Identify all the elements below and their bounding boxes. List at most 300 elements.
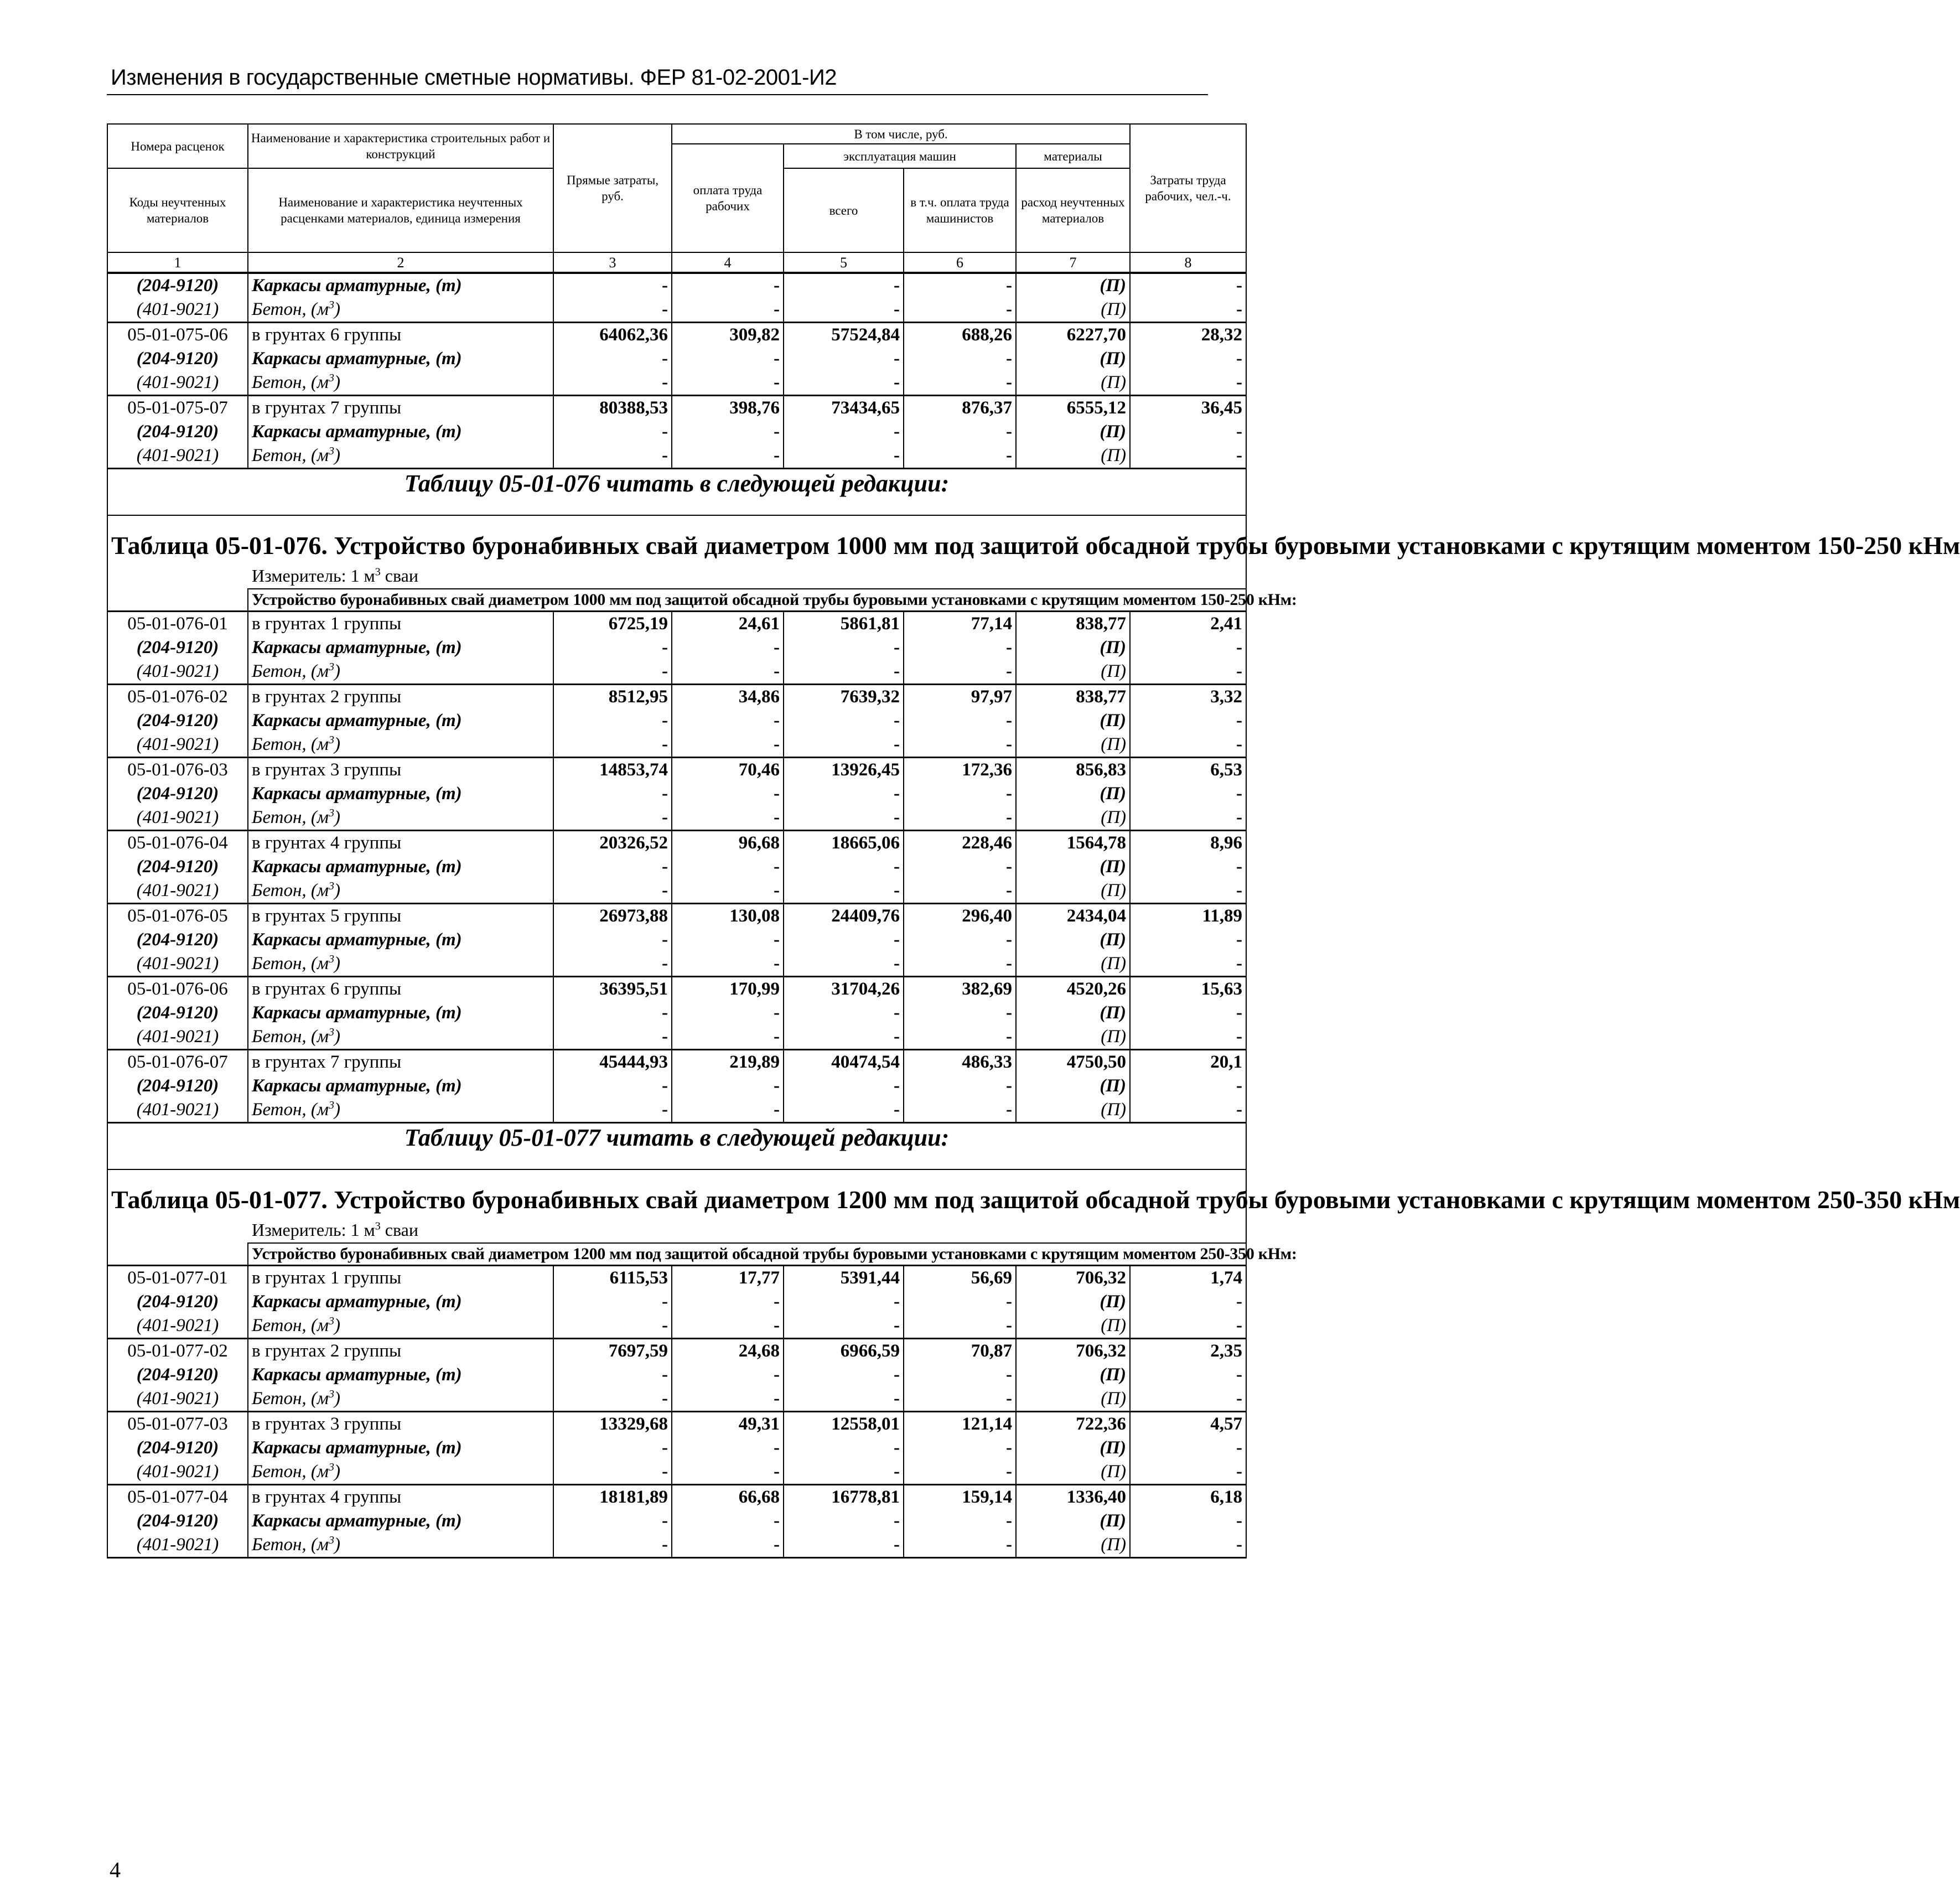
rate-row — [107, 977, 1246, 1002]
material-value: - — [553, 1533, 672, 1558]
material-value: - — [553, 782, 672, 806]
material-row — [107, 1290, 1246, 1314]
material-value: - — [1130, 371, 1246, 396]
rate-value: 722,36 — [1016, 1412, 1130, 1437]
material-value: (П) — [1016, 782, 1130, 806]
rate-value: 2,35 — [1130, 1339, 1246, 1364]
material-value: (П) — [1016, 709, 1130, 733]
table-description-row — [107, 589, 1246, 612]
material-name-text: Бетон, (м — [252, 299, 329, 319]
material-value: - — [784, 1074, 904, 1098]
material-value: - — [1130, 660, 1246, 685]
material-value: - — [784, 371, 904, 396]
rate-value: 219,89 — [672, 1050, 784, 1075]
unit-exponent: 3 — [328, 734, 334, 746]
material-code: (204-9120) — [107, 1074, 248, 1098]
material-value: - — [672, 273, 784, 298]
material-row — [107, 782, 1246, 806]
material-value: - — [904, 879, 1016, 904]
header-material-codes: Коды неучтенных материалов — [107, 168, 248, 252]
unit-exponent: 3 — [328, 807, 334, 819]
rate-value: 688,26 — [904, 323, 1016, 348]
material-code: (401-9021) — [107, 298, 248, 323]
rate-code: 05-01-076-05 — [107, 904, 248, 929]
material-value: - — [553, 733, 672, 758]
rate-code: 05-01-076-04 — [107, 831, 248, 856]
rate-value: 296,40 — [904, 904, 1016, 929]
material-value: (П) — [1016, 660, 1130, 685]
material-row — [107, 1314, 1246, 1339]
material-value: - — [553, 371, 672, 396]
material-value: - — [1130, 855, 1246, 879]
rate-value: 12558,01 — [784, 1412, 904, 1437]
header-material-consumption: расход неучтенных материалов — [1016, 168, 1130, 252]
rate-value: 706,32 — [1016, 1339, 1130, 1364]
material-value: - — [904, 1025, 1016, 1050]
material-value: - — [1130, 1314, 1246, 1339]
measure-measure-sup: 3 — [375, 1220, 381, 1233]
rate-name: в грунтах 7 группы — [248, 1050, 553, 1075]
norms-table — [107, 123, 1960, 1559]
rate-value: 6115,53 — [553, 1266, 672, 1291]
material-name-text: Каркасы арматурные, (т) — [252, 784, 462, 804]
rate-value: 309,82 — [672, 323, 784, 348]
material-value: - — [904, 1460, 1016, 1485]
table-header — [107, 124, 1246, 273]
rate-value: 57524,84 — [784, 323, 904, 348]
material-name — [248, 444, 553, 469]
rate-value: 24,68 — [672, 1339, 784, 1364]
material-name — [248, 855, 553, 879]
rate-name: в грунтах 1 группы — [248, 612, 553, 636]
material-name-text: Бетон, (м — [252, 1535, 329, 1555]
material-value: - — [784, 420, 904, 444]
material-row — [107, 347, 1246, 371]
material-code: (401-9021) — [107, 1533, 248, 1558]
material-value: (П) — [1016, 636, 1130, 660]
material-value: - — [904, 1314, 1016, 1339]
material-value: (П) — [1016, 1363, 1130, 1387]
material-value: - — [784, 347, 904, 371]
material-value: (П) — [1016, 444, 1130, 469]
header-machine-operation: эксплуатация машин — [784, 144, 1016, 168]
material-row — [107, 855, 1246, 879]
measure-measure: Измеритель: 1 м — [252, 566, 375, 586]
table-description-row — [107, 1243, 1246, 1266]
material-code: (204-9120) — [107, 636, 248, 660]
rate-value: 838,77 — [1016, 612, 1130, 636]
material-row — [107, 1001, 1246, 1025]
material-row — [107, 1387, 1246, 1412]
rate-code: 05-01-076-01 — [107, 612, 248, 636]
measure-unit — [252, 1220, 1242, 1242]
material-value: (П) — [1016, 1509, 1130, 1533]
material-value: - — [553, 420, 672, 444]
table-description: Устройство буронабивных свай диаметром 1000 мм под защитой обсадной трубы буровыми установками с крутящим моментом 150-250 кНм: — [248, 589, 1246, 612]
material-value: - — [784, 1025, 904, 1050]
material-code: (401-9021) — [107, 952, 248, 977]
material-value: - — [784, 1314, 904, 1339]
material-name — [248, 733, 553, 758]
material-value: - — [784, 1098, 904, 1123]
rate-name: в грунтах 6 группы — [248, 977, 553, 1002]
material-name-end: ) — [334, 1462, 340, 1482]
material-value: - — [1130, 806, 1246, 831]
header-direct-costs: Прямые затраты, руб. — [553, 124, 672, 252]
material-value: - — [1130, 1001, 1246, 1025]
material-name-text: Бетон, (м — [252, 1100, 329, 1120]
material-name-end: ) — [334, 881, 340, 900]
material-row — [107, 952, 1246, 977]
material-name-text: Каркасы арматурные, (т) — [252, 276, 462, 296]
material-row — [107, 1098, 1246, 1123]
material-value: (П) — [1016, 952, 1130, 977]
material-name-text: Каркасы арматурные, (т) — [252, 638, 462, 657]
material-value: - — [672, 660, 784, 685]
rate-value: 36,45 — [1130, 396, 1246, 421]
material-value: - — [1130, 298, 1246, 323]
material-name-text: Бетон, (м — [252, 1462, 329, 1482]
column-number: 7 — [1016, 252, 1130, 273]
material-value: - — [1130, 952, 1246, 977]
material-name-text: Каркасы арматурные, (т) — [252, 422, 462, 442]
material-name-text: Каркасы арматурные, (т) — [252, 857, 462, 877]
material-code: (204-9120) — [107, 928, 248, 952]
unit-exponent: 3 — [328, 299, 334, 311]
unit-exponent: 3 — [328, 1315, 334, 1327]
material-value: - — [904, 928, 1016, 952]
material-value: - — [784, 1436, 904, 1460]
material-row — [107, 1363, 1246, 1387]
rate-row — [107, 323, 1246, 348]
material-value: - — [672, 879, 784, 904]
rate-value: 18181,89 — [553, 1485, 672, 1510]
rate-value: 130,08 — [672, 904, 784, 929]
material-row — [107, 444, 1246, 469]
material-name-text: Каркасы арматурные, (т) — [252, 1076, 462, 1096]
material-value: - — [784, 273, 904, 298]
material-value: (П) — [1016, 928, 1130, 952]
material-value: - — [1130, 1436, 1246, 1460]
material-value: - — [784, 636, 904, 660]
rate-value: 70,87 — [904, 1339, 1016, 1364]
header-material-name: Наименование и характеристика неучтенных расценками материалов, единица измерения — [248, 168, 553, 252]
material-value: - — [904, 636, 1016, 660]
material-value: (П) — [1016, 1387, 1130, 1412]
material-value: - — [784, 879, 904, 904]
rate-code: 05-01-077-04 — [107, 1485, 248, 1510]
material-code: (401-9021) — [107, 371, 248, 396]
material-name-text: Бетон, (м — [252, 1316, 329, 1335]
material-value: - — [904, 782, 1016, 806]
material-value: - — [672, 1314, 784, 1339]
material-value: - — [784, 1533, 904, 1558]
measure-measure-sup: 3 — [375, 566, 381, 578]
material-code: (204-9120) — [107, 1509, 248, 1533]
table-title-row — [107, 1169, 1246, 1243]
rate-value: 172,36 — [904, 758, 1016, 783]
column-number: 8 — [1130, 252, 1246, 273]
rate-row — [107, 685, 1246, 710]
rate-value: 64062,36 — [553, 323, 672, 348]
rate-value: 856,83 — [1016, 758, 1130, 783]
rate-code: 05-01-076-02 — [107, 685, 248, 710]
rate-value: 3,32 — [1130, 685, 1246, 710]
material-value: - — [784, 806, 904, 831]
rate-name: в грунтах 7 группы — [248, 396, 553, 421]
material-name — [248, 298, 553, 323]
material-value: (П) — [1016, 1460, 1130, 1485]
rate-name: в грунтах 4 группы — [248, 1485, 553, 1510]
rate-value: 6227,70 — [1016, 323, 1130, 348]
rate-row — [107, 396, 1246, 421]
measure-measure: Измеритель: 1 м — [252, 1220, 375, 1240]
material-name-end: ) — [334, 1535, 340, 1555]
rate-value: 6,18 — [1130, 1485, 1246, 1510]
rate-value: 8512,95 — [553, 685, 672, 710]
material-code: (204-9120) — [107, 1363, 248, 1387]
material-value: - — [904, 1290, 1016, 1314]
material-value: - — [553, 1098, 672, 1123]
material-value: - — [553, 1387, 672, 1412]
unit-exponent: 3 — [328, 372, 334, 384]
document-header: Изменения в государственные сметные нормативы. ФЕР 81-02-2001-И2 — [111, 65, 837, 90]
material-name-text: Бетон, (м — [252, 734, 329, 754]
material-value: - — [784, 1363, 904, 1387]
table-title-cell — [107, 1169, 1960, 1243]
material-value: - — [553, 660, 672, 685]
rate-value: 876,37 — [904, 396, 1016, 421]
material-name — [248, 636, 553, 660]
material-name-text: Бетон, (м — [252, 1389, 329, 1409]
edition-note: Таблицу 05-01-077 читать в следующей редакции: — [107, 1123, 1246, 1170]
material-value: - — [1130, 1074, 1246, 1098]
rate-value: 80388,53 — [553, 396, 672, 421]
material-code: (401-9021) — [107, 733, 248, 758]
material-code: (401-9021) — [107, 660, 248, 685]
material-value: - — [1130, 273, 1246, 298]
material-value: - — [1130, 928, 1246, 952]
measure-unit — [252, 566, 1242, 588]
rate-value: 40474,54 — [784, 1050, 904, 1075]
rate-code: 05-01-077-01 — [107, 1266, 248, 1291]
unit-exponent: 3 — [328, 661, 334, 673]
edition-note: Таблицу 05-01-076 читать в следующей редакции: — [107, 469, 1246, 516]
material-name-end: ) — [334, 954, 340, 974]
material-name-text: Каркасы арматурные, (т) — [252, 1511, 462, 1531]
material-value: - — [1130, 782, 1246, 806]
rate-value: 14853,74 — [553, 758, 672, 783]
column-number: 2 — [248, 252, 553, 273]
rate-value: 18665,06 — [784, 831, 904, 856]
rate-value: 121,14 — [904, 1412, 1016, 1437]
material-name-text: Бетон, (м — [252, 1027, 329, 1047]
rate-value: 7697,59 — [553, 1339, 672, 1364]
rate-value: 170,99 — [672, 977, 784, 1002]
header-labor-costs: Затраты труда рабочих, чел.-ч. — [1130, 124, 1246, 252]
rate-row — [107, 904, 1246, 929]
material-value: - — [904, 1074, 1016, 1098]
rate-code: 05-01-075-07 — [107, 396, 248, 421]
material-value: - — [904, 1001, 1016, 1025]
material-value: - — [672, 1509, 784, 1533]
rate-value: 56,69 — [904, 1266, 1016, 1291]
material-value: - — [672, 1436, 784, 1460]
column-number: 3 — [553, 252, 672, 273]
material-row — [107, 1509, 1246, 1533]
rate-value: 15,63 — [1130, 977, 1246, 1002]
material-value: - — [672, 1074, 784, 1098]
rate-value: 34,86 — [672, 685, 784, 710]
material-value: - — [1130, 1098, 1246, 1123]
material-name — [248, 1290, 553, 1314]
rate-value: 706,32 — [1016, 1266, 1130, 1291]
rate-value: 382,69 — [904, 977, 1016, 1002]
unit-exponent: 3 — [328, 953, 334, 965]
material-name-text: Каркасы арматурные, (т) — [252, 930, 462, 950]
unit-exponent: 3 — [328, 1388, 334, 1400]
material-value: - — [672, 347, 784, 371]
rate-value: 6966,59 — [784, 1339, 904, 1364]
material-code: (204-9120) — [107, 347, 248, 371]
table-title: Таблица 05-01-076. Устройство буронабивных свай диаметром 1000 мм под защитой обсадной трубы буровыми установками с крутящим моментом 150-250 кНм — [111, 531, 1960, 560]
material-value: (П) — [1016, 1436, 1130, 1460]
rate-value: 7639,32 — [784, 685, 904, 710]
header-materials: материалы — [1016, 144, 1130, 168]
material-value: (П) — [1016, 879, 1130, 904]
material-name-end: ) — [334, 372, 340, 392]
material-code: (401-9021) — [107, 1025, 248, 1050]
material-name — [248, 1025, 553, 1050]
material-value: - — [553, 1001, 672, 1025]
rate-value: 31704,26 — [784, 977, 904, 1002]
material-value: - — [672, 1025, 784, 1050]
material-value: - — [553, 1436, 672, 1460]
rate-value: 228,46 — [904, 831, 1016, 856]
rate-row — [107, 1339, 1246, 1364]
rate-value: 486,33 — [904, 1050, 1016, 1075]
rate-value: 838,77 — [1016, 685, 1130, 710]
material-value: - — [672, 420, 784, 444]
header-divider — [107, 94, 1208, 95]
column-number: 4 — [672, 252, 784, 273]
material-name-end: ) — [334, 1027, 340, 1047]
material-value: (П) — [1016, 273, 1130, 298]
rate-value: 17,77 — [672, 1266, 784, 1291]
rate-value: 20,1 — [1130, 1050, 1246, 1075]
header-rate-numbers: Номера расценок — [107, 124, 248, 168]
material-name — [248, 660, 553, 685]
material-name — [248, 1314, 553, 1339]
rate-code: 05-01-076-07 — [107, 1050, 248, 1075]
material-value: - — [672, 444, 784, 469]
material-value: - — [672, 733, 784, 758]
material-name-end: ) — [334, 1316, 340, 1335]
material-value: - — [553, 1509, 672, 1533]
material-name-end: ) — [334, 661, 340, 681]
material-row — [107, 879, 1246, 904]
material-value: - — [784, 660, 904, 685]
rate-value: 24409,76 — [784, 904, 904, 929]
material-value: (П) — [1016, 1290, 1130, 1314]
material-name — [248, 806, 553, 831]
material-value: - — [553, 1290, 672, 1314]
table-title: Таблица 05-01-077. Устройство буронабивных свай диаметром 1200 мм под защитой обсадной трубы буровыми установками с крутящим моментом 250-350 кНм — [111, 1185, 1960, 1214]
material-value: - — [904, 1387, 1016, 1412]
material-row — [107, 1436, 1246, 1460]
column-number: 1 — [107, 252, 248, 273]
material-name-text: Каркасы арматурные, (т) — [252, 349, 462, 369]
material-value: - — [672, 1363, 784, 1387]
header-machinist-pay: в т.ч. оплата труда машинистов — [904, 168, 1016, 252]
rate-value: 4750,50 — [1016, 1050, 1130, 1075]
rate-value: 11,89 — [1130, 904, 1246, 929]
material-name-text: Бетон, (м — [252, 661, 329, 681]
material-value: - — [672, 298, 784, 323]
material-name — [248, 1001, 553, 1025]
header-worker-pay: оплата труда рабочих — [672, 144, 784, 252]
unit-exponent: 3 — [328, 880, 334, 892]
material-value: - — [904, 444, 1016, 469]
material-value: - — [553, 1074, 672, 1098]
rate-code: 05-01-075-06 — [107, 323, 248, 348]
material-value: (П) — [1016, 1533, 1130, 1558]
column-numbers-row — [107, 252, 1246, 273]
rate-value: 20326,52 — [553, 831, 672, 856]
material-value: - — [784, 1290, 904, 1314]
rate-row — [107, 1412, 1246, 1437]
material-row — [107, 928, 1246, 952]
rate-value: 4520,26 — [1016, 977, 1130, 1002]
material-value: - — [904, 420, 1016, 444]
unit-exponent: 3 — [328, 1099, 334, 1111]
material-row — [107, 636, 1246, 660]
rate-value: 13329,68 — [553, 1412, 672, 1437]
header-machine-total: всего — [784, 168, 904, 252]
material-name — [248, 879, 553, 904]
material-value: - — [1130, 1533, 1246, 1558]
rate-name: в грунтах 3 группы — [248, 1412, 553, 1437]
material-value: (П) — [1016, 420, 1130, 444]
material-name-text: Бетон, (м — [252, 807, 329, 827]
material-value: - — [784, 444, 904, 469]
rate-name: в грунтах 4 группы — [248, 831, 553, 856]
material-value: (П) — [1016, 733, 1130, 758]
material-name-text: Каркасы арматурные, (т) — [252, 1438, 462, 1458]
material-name-end: ) — [334, 734, 340, 754]
material-value: - — [553, 273, 672, 298]
material-value: - — [672, 371, 784, 396]
material-value: - — [553, 952, 672, 977]
rate-code: 05-01-077-02 — [107, 1339, 248, 1364]
rate-value: 45444,93 — [553, 1050, 672, 1075]
material-value: - — [672, 1460, 784, 1485]
material-value: (П) — [1016, 855, 1130, 879]
material-value: - — [904, 1098, 1016, 1123]
material-value: - — [784, 952, 904, 977]
material-value: - — [672, 1533, 784, 1558]
material-value: (П) — [1016, 806, 1130, 831]
material-value: - — [784, 1387, 904, 1412]
material-name-text: Бетон, (м — [252, 954, 329, 974]
material-value: - — [553, 855, 672, 879]
material-code: (204-9120) — [107, 709, 248, 733]
material-value: - — [553, 347, 672, 371]
material-value: - — [672, 1290, 784, 1314]
material-name — [248, 371, 553, 396]
material-value: - — [1130, 444, 1246, 469]
material-value: - — [1130, 420, 1246, 444]
